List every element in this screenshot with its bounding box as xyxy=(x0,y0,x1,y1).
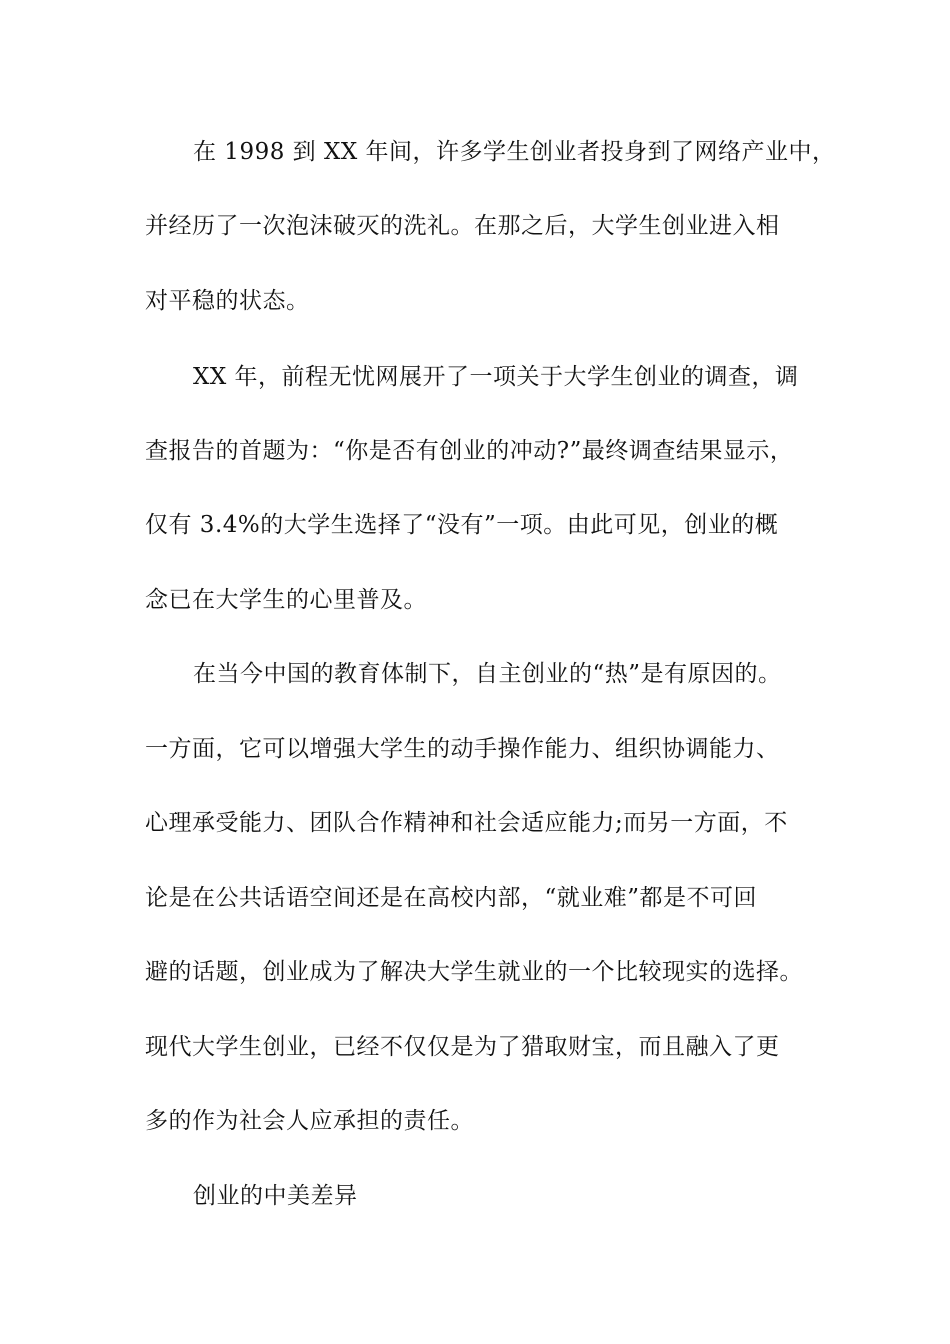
paragraph-3-line-6: 现代大学生创业，已经不仅仅是为了猎取财宝，而且融入了更 xyxy=(145,1034,780,1060)
paragraph-3-line-5: 避的话题，创业成为了解决大学生就业的一个比较现实的选择。 xyxy=(145,959,803,985)
paragraph-2-line-1: XX 年，前程无忧网展开了一项关于大学生创业的调查，调 xyxy=(193,364,799,390)
paragraph-1-line-2: 并经历了一次泡沫破灭的洗礼。在那之后，大学生创业进入相 xyxy=(145,213,780,239)
paragraph-2-line-3: 仅有 3.4%的大学生选择了“没有”一项。由此可见，创业的概 xyxy=(145,512,779,538)
paragraph-1-line-3: 对平稳的状态。 xyxy=(145,288,310,314)
paragraph-3-line-2: 一方面，它可以增强大学生的动手操作能力、组织协调能力、 xyxy=(145,736,780,762)
paragraph-3-line-3: 心理承受能力、团队合作精神和社会适应能力;而另一方面，不 xyxy=(145,810,788,836)
section-heading: 创业的中美差异 xyxy=(193,1183,358,1209)
paragraph-2-line-2: 查报告的首题为：“你是否有创业的冲动?”最终调查结果显示， xyxy=(145,438,794,464)
paragraph-3-line-4: 论是在公共话语空间还是在高校内部，“就业难”都是不可回 xyxy=(145,885,758,911)
paragraph-2-line-4: 念已在大学生的心里普及。 xyxy=(145,587,427,613)
paragraph-3-line-7: 多的作为社会人应承担的责任。 xyxy=(145,1108,474,1134)
paragraph-3-line-1: 在当今中国的教育体制下，自主创业的“热”是有原因的。 xyxy=(193,661,782,687)
paragraph-1-line-1: 在 1998 到 XX 年间，许多学生创业者投身到了网络产业中， xyxy=(193,139,836,165)
